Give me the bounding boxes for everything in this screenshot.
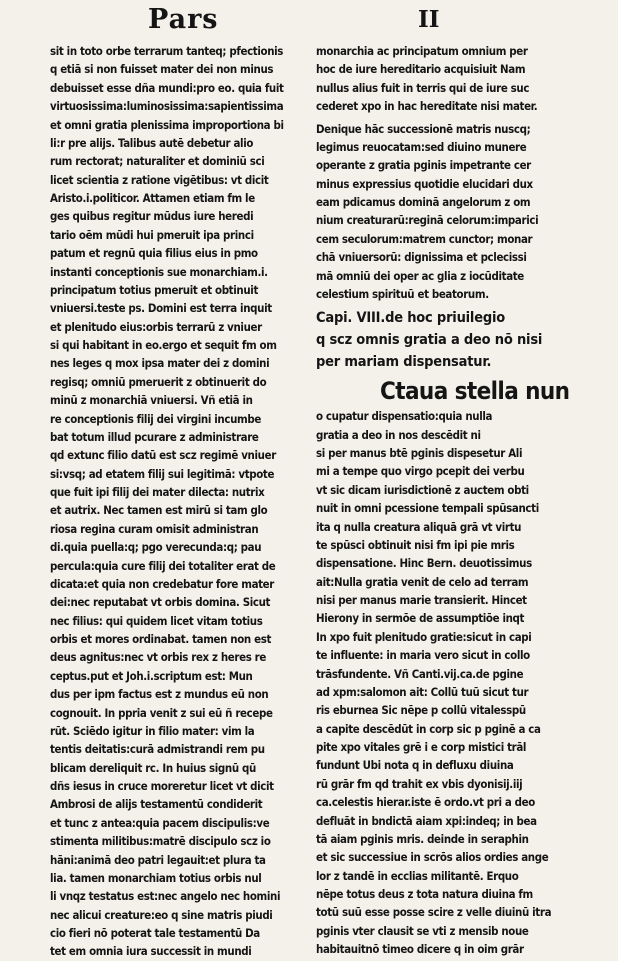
text-line: orbis et mores ordinabat. tamen non est [50,632,271,646]
text-line: virtuosissima:luminosissima:sapientissima [50,99,284,114]
text-line: eam pdicamus dominā angelorum z om [316,195,531,209]
text-line: cio fieri nō poterat tale testamentū Da [50,926,260,940]
text-line: trāsfundente. Vñ Canti.vij.ca.de pgine [316,666,524,681]
text-line: nec alicui creature:eo q sine matris piudi [50,907,273,922]
text-line: totū suū esse posse scire z velle diuinū itra [316,905,552,920]
text-line: debuisset esse dña mundi:pro eo. quia fuit [50,80,284,95]
text-line: ceptus.put et Joh.i.scriptum est: Mun [50,668,253,683]
text-line: que fuit ipi filij dei mater dilecta: nutrix [50,485,265,499]
text-line: ges quibus regitur mūdus iure heredi [50,209,254,224]
text-line: ris eburnea Sic nēpe p collū vitalesspū [316,703,526,718]
text-line: chā vniuersorū: dignissima et pclecissi [316,250,527,265]
text-line: lor z tandē in ecclias militantē. Erquo [316,868,519,883]
paragraph-denique [316,120,588,304]
text-line: nēpe totus deus z tota natura diuina fm [316,887,533,901]
text-line: hoc de iure hereditario acquisiuit Nam [316,62,526,77]
text-line: tet em omnia iura successit in mundi [50,944,252,959]
text-line: bat totum illud pcurare z administrare [50,429,259,444]
text-line: dus per ipm factus est z mundus eū non [50,687,269,702]
text-line: et omni gratia plenissima improportiona bi [50,117,284,132]
text-line: minus expressius quotidie elucidari dux [316,176,533,191]
paragraph-octava-stella [316,407,588,958]
text-line: instanti conceptionis sue monarchiam.i. [50,264,268,279]
text-line: et plenitudo eius:orbis terrarū z vniuer [50,319,262,334]
left-column [50,42,308,961]
text-line: mi a tempe quo virgo pcepit dei verbu [316,464,525,479]
text-line: pite xpo vitales grē i e corp mistici trāl [316,740,527,754]
text-line: ad xpm:salomon ait: Collū tuū sicut tur [316,684,529,699]
text-line: defluāt in bndictā aiam xpi:indeq; in bea [316,813,537,828]
text-line: sit in toto orbe terrarum tanteq; pfectionis [50,44,284,58]
text-line: te spūsci obtinuit nisi fm ipi pie mris [316,537,515,552]
text-line: riosa regina curam omisit administran [50,521,259,536]
text-line: mā omniū dei oper ac glia z iocūditate [316,268,524,283]
text-line: li:r pre alijs. Talibus autē debetur alio [50,135,254,150]
text-line: dei:nec reputabat vt orbis domina. Sicut [50,595,271,610]
text-line: vt sic dicam iurisdictionē z auctem obti [316,482,529,497]
text-line: vniuersi.teste ps. Domini est terra inquit [50,301,272,316]
text-line: dispensatione. Hinc Bern. deuotissimus [316,556,532,571]
text-line: Aristo.i.politicor. Attamen etiam fm le [50,191,255,205]
text-line: a capite descēdūt in corp sic p pginē a ca [316,721,541,736]
text-line: minū z monarchiā vniuersi. Vñ etiā in [50,393,253,408]
text-line: stimenta militibus:matrē discipulo scz io [50,834,271,849]
text-line: patum et regnū quia filius eius in pmo [50,246,258,261]
running-head [0,4,618,38]
text-line: rum rectorat; naturaliter et dominiū sci [50,154,265,169]
text-line: nium creaturarū:reginā celorum:imparici [316,213,539,228]
text-line: Ambrosi de alijs testamentū condiderit [50,797,263,812]
text-line: nullus alius fuit in terris qui de iure suc [316,80,530,95]
text-line: re conceptionis filij dei virgini incumbe [50,411,261,426]
text-line: rū grār fm qd trahit ex vbis dyonisij.iij [316,776,523,791]
text-line: si per manus btē pginis dispesetur Ali [316,446,523,460]
text-line: deus agnitus:nec vt orbis rex z heres re [50,650,266,665]
text-line: si:vsq; ad etatem filij sui legitimā: vtpote [50,466,275,481]
folio-number: II [418,6,440,33]
text-line: tario oēm mūdi hui pmeruit ipa princi [50,227,254,242]
text-line: et autrix. Nec tamen est mirū si tam glo [50,503,268,518]
text-line: gratia a deo in nos descēdit ni [316,427,481,442]
text-line: legimus reuocatam:sed diuino munere [316,139,527,154]
chapter-heading [316,307,588,373]
text-line: hāni:animā deo patri legauit:et plura ta [50,852,266,867]
text-line: q etiā si non fuisset mater dei non minus [50,62,274,77]
text-line: nes leges q mox ipsa mater dei z domini [50,356,270,371]
text-line: licet scientia z ratione vigētibus: vt dicit [50,172,269,187]
text-line: si qui habitant in eo.ergo et sequit fm om [50,338,277,352]
section-heading: Ctaua stella nun [380,377,570,406]
text-line: tentis deitatis:curā admistrandi rem pu [50,742,265,757]
text-line: te influente: in maria vero sicut in collo [316,648,530,663]
text-line: et sic successiue in scrōs alios ordies ange [316,850,549,865]
text-line: Denique hāc successionē matris nuscq; [316,121,531,136]
text-line: blicam dereliquit rc. In huius signū qū [50,760,256,775]
chapter-heading-line: Capi. VIII.de hoc priuilegio [316,310,506,327]
text-line: principatum totius pmeruit et obtinuit [50,282,258,297]
text-line: ait:Nulla gratia venit de celo ad terram [316,574,529,589]
text-line: cognouit. In ppria venit z sui eū ñ recepe [50,705,273,720]
running-head-title: Pars [148,4,219,35]
text-line: fundunt Ubi nota q in defluxu diuina [316,758,514,773]
text-line: o cupatur dispensatio:quia nulla [316,409,493,424]
text-line: cederet xpo in hac hereditate nisi mater. [316,99,538,114]
text-line: dicata:et quia non credebatur fore mater [50,576,274,591]
text-line: tā aiam pginis mris. deinde in seraphin [316,831,529,846]
text-line: et tunc z antea:quia pacem discipulis:ve [50,815,270,830]
text-line: percula:quia cure filij dei totaliter erat de [50,558,276,573]
text-line: In xpo fuit plenitudo gratie:sicut in capi [316,629,532,644]
chapter-heading-line: q scz omnis gratia a deo nō nisi [316,332,543,349]
text-line: nuit in omni pcessione tempali spūsancti [316,501,539,516]
paragraph-monarchia [316,42,588,116]
text-line: nisi per manus marie transierit. Hincet [316,593,527,607]
right-column [316,42,588,959]
text-line: monarchia ac principatum omnium per [316,44,528,58]
text-line: dñs iesus in cruce moreretur licet vt dicit [50,779,274,793]
text-line: rūt. Sciēdo igitur in filio mater: vim la [50,723,255,738]
text-line: lia. tamen monarchiam totius orbis nul [50,870,262,885]
text-line: cem seculorum:matrem cunctor; monar [316,231,533,246]
text-line: li vnqz testatus est:nec angelo nec homini [50,889,281,904]
text-line: pginis vter clausit se vti z mensib noue [316,923,529,938]
text-line: nec filius: qui quidem licet vitam totius [50,613,263,628]
text-line: di.quia puella:q; pgo verecunda:q; pau [50,540,262,555]
text-line: regisq; omniū pmeruerit z obtinuerit do [50,374,267,389]
text-line: Hierony in sermōe de assumptiōe inqt [316,611,525,626]
text-line: qd extunc filio datū est scz regimē vniuer [50,448,276,463]
text-line: ita q nulla creatura aliquā grā vt virtu [316,519,522,534]
text-line: habitauitnō timeo dicere q in oim grār [316,942,524,957]
text-line: celestium spirituū et beatorum. [316,286,489,301]
text-line: ca.celestis hierar.iste ē ordo.vt pri a deo [316,795,535,810]
text-line: operante z gratia pginis impetrante cer [316,158,531,173]
chapter-heading-line: per mariam dispensatur. [316,354,492,371]
